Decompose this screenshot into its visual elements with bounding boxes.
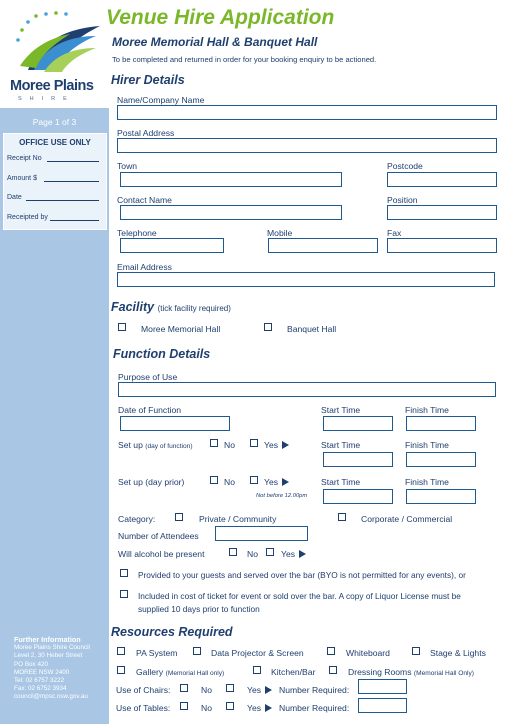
- yes-text: Yes: [247, 685, 262, 695]
- yes-label: [281, 549, 306, 559]
- telephone-label: Telephone: [117, 228, 157, 238]
- no-label: No: [201, 703, 212, 713]
- moree-plains-logo-icon: [0, 0, 109, 80]
- corporate-commercial-checkbox[interactable]: [338, 513, 346, 521]
- whiteboard-label: Whiteboard: [346, 648, 390, 658]
- setup-day-of-no-checkbox[interactable]: [210, 439, 218, 447]
- facility-note: (tick facility required): [157, 304, 231, 313]
- receipted-by-label: Receipted by: [7, 214, 48, 221]
- setup-prior-yes-checkbox[interactable]: [250, 476, 258, 484]
- dressing-note: (Memorial Hall Only): [413, 670, 475, 677]
- arrow-right-icon: [282, 478, 289, 486]
- chairs-number-field[interactable]: [358, 679, 407, 694]
- chairs-label: Use of Chairs:: [116, 685, 171, 695]
- intro-text: To be completed and returned in order for your booking enquiry to be actioned.: [112, 55, 377, 64]
- tables-label: Use of Tables:: [116, 703, 171, 713]
- memorial-hall-checkbox[interactable]: [118, 323, 126, 331]
- projector-checkbox[interactable]: [193, 647, 201, 655]
- attendees-field[interactable]: [215, 526, 308, 541]
- arrow-right-icon: [265, 704, 272, 712]
- facility-heading: [111, 300, 231, 314]
- alcohol-ticket-checkbox[interactable]: [120, 590, 128, 598]
- further-line: Fax: 02 6752 3934: [14, 685, 67, 693]
- name-field[interactable]: [117, 105, 497, 120]
- stage-lights-label: Stage & Lights: [430, 648, 486, 658]
- purpose-field[interactable]: [118, 382, 496, 397]
- prior-start-field[interactable]: [323, 489, 393, 504]
- function-details-heading: Function Details: [113, 347, 211, 361]
- amount-label: Amount $: [7, 175, 37, 182]
- dressing-rooms-label: [348, 667, 474, 677]
- name-label: Name/Company Name: [117, 95, 205, 105]
- yes-label: [264, 440, 289, 450]
- kitchen-bar-checkbox[interactable]: [253, 666, 261, 674]
- town-field[interactable]: [120, 172, 342, 187]
- stage-lights-checkbox[interactable]: [412, 647, 420, 655]
- date-label: Date of Function: [118, 405, 182, 415]
- attendees-label: Number of Attendees: [118, 531, 199, 541]
- position-field[interactable]: [387, 205, 497, 220]
- not-before-note: Not before 12.00pm: [256, 493, 308, 499]
- banquet-hall-label: Banquet Hall: [287, 324, 337, 334]
- alcohol-bar-label: Provided to your guests and served over the bar (BYO is not permitted for any events), or: [138, 570, 466, 580]
- kitchen-bar-label: Kitchen/Bar: [271, 667, 316, 677]
- setup-day-of-yes-checkbox[interactable]: [250, 439, 258, 447]
- email-label: Email Address: [117, 262, 172, 272]
- tables-no-checkbox[interactable]: [180, 702, 188, 710]
- finish-time-label: Finish Time: [405, 405, 449, 415]
- gallery-checkbox[interactable]: [117, 666, 125, 674]
- private-community-checkbox[interactable]: [175, 513, 183, 521]
- purpose-label: Purpose of Use: [118, 372, 178, 382]
- further-line: Tel: 02 6757 3222: [14, 677, 65, 685]
- finish-time-label: Finish Time: [405, 440, 449, 450]
- arrow-right-icon: [282, 441, 289, 449]
- no-label: No: [224, 477, 235, 487]
- tables-number-label: Number Required:: [279, 703, 350, 713]
- yes-text: Yes: [264, 477, 279, 487]
- start-time-label: Start Time: [321, 440, 361, 450]
- further-information-title: Further Information: [14, 635, 81, 644]
- no-label: No: [201, 685, 212, 695]
- setup-day-of-note: (day of function): [145, 443, 193, 450]
- category-label: Category:: [118, 514, 156, 524]
- further-line: Moree Plains Shire Council: [14, 644, 90, 652]
- setup-day-of-label: [118, 440, 193, 450]
- chairs-number-label: Number Required:: [279, 685, 350, 695]
- receipt-no-label: Receipt No: [7, 155, 42, 162]
- postcode-label: Postcode: [387, 161, 423, 171]
- alcohol-label: Will alcohol be present: [118, 549, 205, 559]
- setup-finish-field[interactable]: [406, 452, 476, 467]
- date-label: Date: [7, 194, 22, 201]
- start-time-label: Start Time: [321, 405, 361, 415]
- start-time-label: Start Time: [321, 477, 361, 487]
- no-label: No: [247, 549, 258, 559]
- yes-label: [247, 685, 272, 695]
- dressing-text: Dressing Rooms: [348, 667, 412, 677]
- further-line: MOREE NSW 2400: [14, 668, 70, 676]
- yes-text: Yes: [247, 703, 262, 713]
- yes-label: [264, 477, 289, 487]
- receipted-by-line: [50, 213, 99, 221]
- no-label: No: [224, 440, 235, 450]
- office-use-title: OFFICE USE ONLY: [19, 138, 91, 147]
- page-title: Venue Hire Application: [106, 6, 335, 29]
- memorial-hall-label: Moree Memorial Hall: [141, 324, 221, 334]
- prior-finish-field[interactable]: [406, 489, 476, 504]
- gallery-label: [136, 667, 224, 677]
- alcohol-bar-checkbox[interactable]: [120, 569, 128, 577]
- position-label: Position: [387, 195, 418, 205]
- further-information: [14, 636, 90, 702]
- arrow-right-icon: [265, 686, 272, 694]
- contact-field[interactable]: [120, 205, 342, 220]
- corporate-commercial-label: Corporate / Commercial: [361, 514, 453, 524]
- pa-system-checkbox[interactable]: [117, 647, 125, 655]
- further-line: Level 2, 30 Heber Street: [14, 652, 83, 660]
- page-number: Page 1 of 3: [32, 117, 77, 127]
- dressing-rooms-checkbox[interactable]: [329, 666, 337, 674]
- yes-text: Yes: [264, 440, 279, 450]
- facility-title: Facility: [111, 300, 155, 314]
- mobile-label: Mobile: [267, 228, 293, 238]
- date-field[interactable]: [120, 416, 230, 431]
- email-field[interactable]: [117, 272, 495, 287]
- yes-text: Yes: [281, 549, 296, 559]
- postal-label: Postal Address: [117, 128, 175, 138]
- private-community-label: Private / Community: [199, 514, 277, 524]
- tables-yes-checkbox[interactable]: [226, 702, 234, 710]
- gallery-note: (Memorial Hall only): [165, 670, 225, 677]
- banquet-hall-checkbox[interactable]: [264, 323, 272, 331]
- alcohol-ticket-label: Included in cost of ticket for event or sold over the bar. A copy of Liquor License must be: [138, 591, 461, 601]
- further-line: council@mpsc.nsw.gov.au: [14, 693, 88, 701]
- arrow-right-icon: [299, 550, 306, 558]
- fax-label: Fax: [387, 228, 402, 238]
- page-subtitle: Moree Memorial Hall & Banquet Hall: [112, 35, 318, 49]
- setup-start-field[interactable]: [323, 452, 393, 467]
- yes-label: [247, 703, 272, 713]
- town-label: Town: [117, 161, 138, 171]
- setup-label: Set up: [118, 440, 143, 450]
- finish-time-field[interactable]: [406, 416, 476, 431]
- projector-label: Data Projector & Screen: [211, 648, 304, 658]
- office-use-panel: [3, 133, 107, 230]
- gallery-text: Gallery: [136, 667, 164, 677]
- logo: [0, 0, 109, 108]
- receipt-no-line: [47, 154, 99, 162]
- pa-system-label: PA System: [136, 648, 178, 658]
- finish-time-label: Finish Time: [405, 477, 449, 487]
- amount-line: [44, 174, 99, 182]
- logo-shire: SHIRE: [18, 96, 75, 102]
- alcohol-yes-checkbox[interactable]: [266, 548, 274, 556]
- postcode-field[interactable]: [387, 172, 497, 187]
- contact-label: Contact Name: [117, 195, 172, 205]
- alcohol-ticket-label-2: supplied 10 days prior to function: [138, 604, 260, 614]
- mobile-field[interactable]: [268, 238, 378, 253]
- fax-field[interactable]: [387, 238, 497, 253]
- resources-heading: Resources Required: [111, 625, 233, 639]
- setup-prior-no-checkbox[interactable]: [210, 476, 218, 484]
- logo-name: Moree Plains: [10, 78, 94, 94]
- alcohol-no-checkbox[interactable]: [229, 548, 237, 556]
- postal-field[interactable]: [117, 138, 497, 153]
- chairs-yes-checkbox[interactable]: [226, 684, 234, 692]
- start-time-field[interactable]: [323, 416, 393, 431]
- setup-day-prior-label: Set up (day prior): [118, 477, 185, 487]
- whiteboard-checkbox[interactable]: [327, 647, 335, 655]
- hirer-details-heading: Hirer Details: [111, 73, 185, 87]
- date-line: [26, 193, 99, 201]
- tables-number-field[interactable]: [358, 698, 407, 713]
- further-line: PO Box 420: [14, 660, 48, 668]
- telephone-field[interactable]: [120, 238, 224, 253]
- chairs-no-checkbox[interactable]: [180, 684, 188, 692]
